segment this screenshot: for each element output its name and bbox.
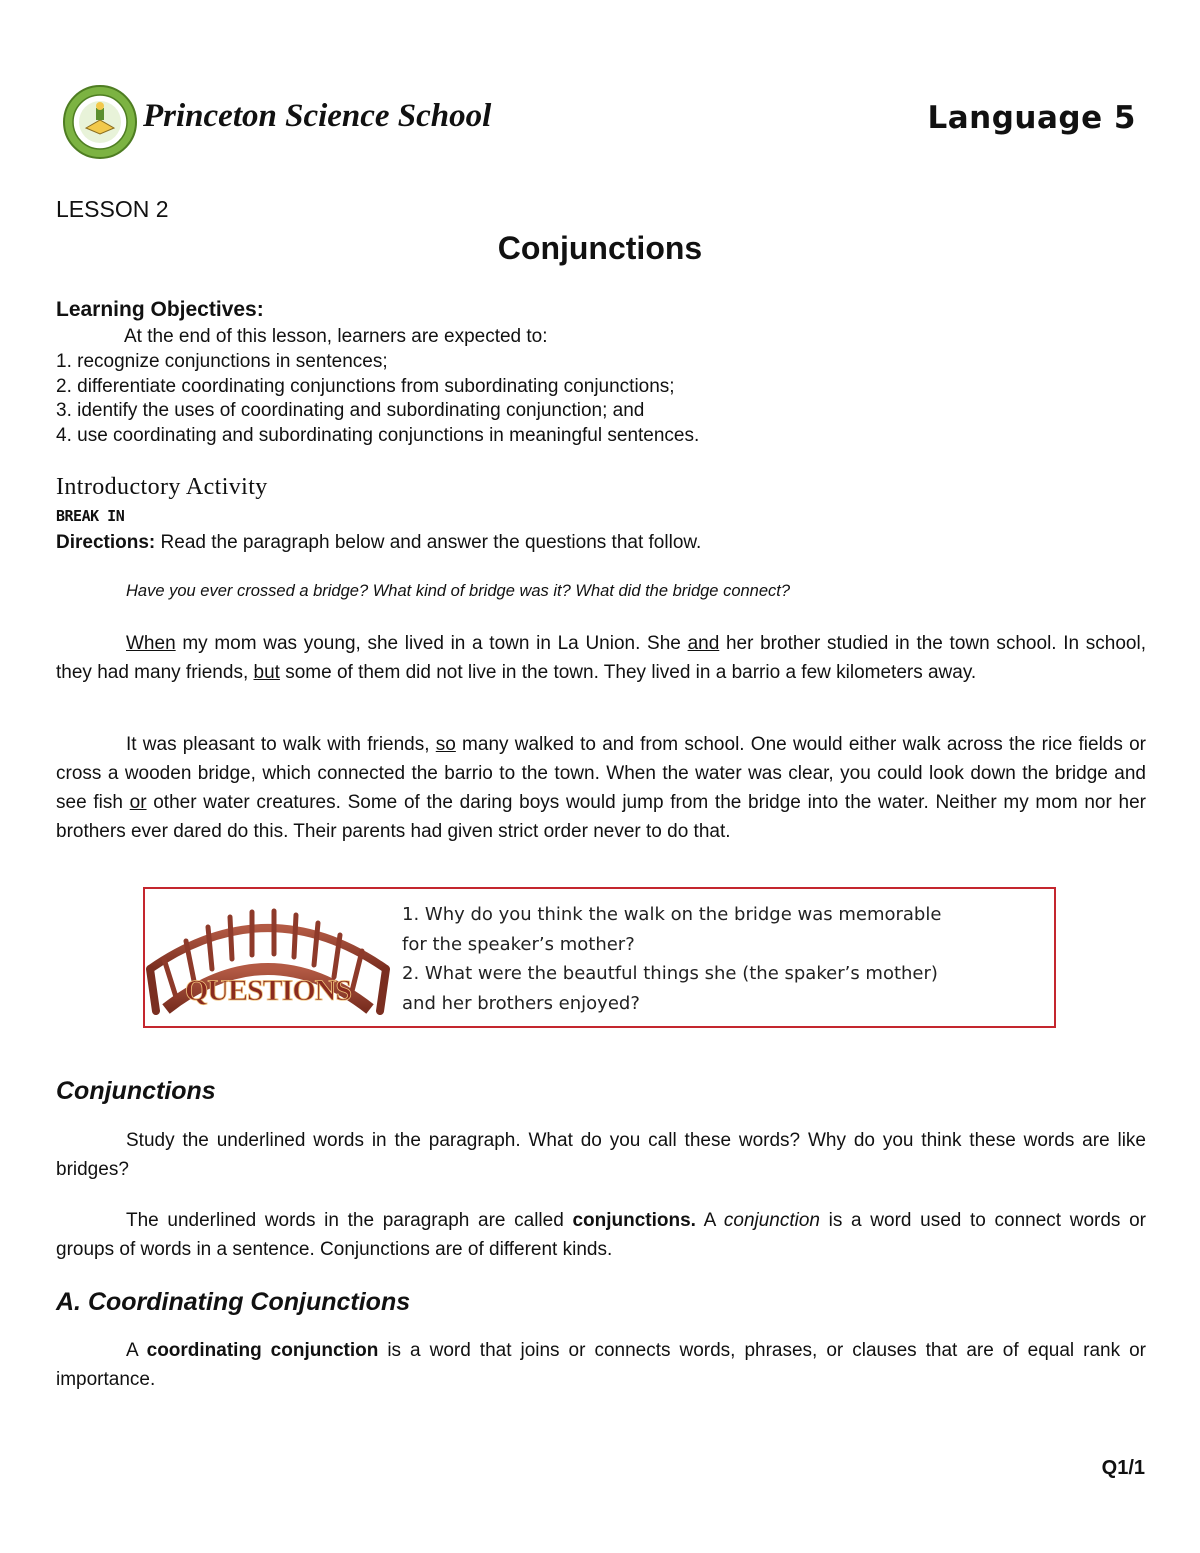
school-seal-icon	[62, 84, 138, 160]
list-item: 2. differentiate coordinating conjunctions from subordinating conjunctions;	[56, 375, 675, 397]
coordinating-paragraph	[56, 1336, 1146, 1394]
body-text: A	[126, 1340, 147, 1361]
conjunctions-heading: Conjunctions	[56, 1077, 216, 1105]
story-text: my mom was young, she lived in a town in La Union. She	[175, 633, 688, 654]
question-2-line-2: and her brothers enjoyed?	[402, 992, 640, 1014]
underlined-conjunction: or	[129, 792, 147, 813]
term-bold: conjunctions.	[572, 1210, 696, 1231]
underlined-conjunction: and	[687, 633, 720, 654]
conjunctions-paragraph-1	[56, 1126, 1146, 1184]
objectives-list	[56, 350, 699, 449]
question-2-line-1: 2. What were the beautful things she (the spaker’s mother)	[402, 963, 938, 984]
body-text: is a word that joins or connects words, phrases, or clauses that are of equal rank or importance.	[56, 1340, 1146, 1390]
question-1-line-2: for the speaker’s mother?	[402, 933, 635, 955]
story-text: some of them did not live in the town. They lived in a barrio a few kilometers away.	[279, 662, 977, 683]
body-text: The underlined words in the paragraph are called	[126, 1210, 573, 1231]
question-1-line-1: 1. Why do you think the walk on the bridge was memorable	[402, 904, 942, 925]
story-text: It was pleasant to walk with friends,	[126, 734, 436, 755]
objectives-intro: At the end of this lesson, learners are expected to:	[124, 326, 548, 347]
story-text: other water creatures. Some of the daring boys would jump from the bridge into the water. Neither my mom nor her brothers ever dared do this. Their parents had given strict order never to do that.	[56, 792, 1146, 842]
list-item: 1. recognize conjunctions in sentences;	[56, 351, 388, 372]
underlined-conjunction: When	[126, 633, 176, 654]
list-item: 3. identify the uses of coordinating and subordinating conjunction; and	[56, 400, 645, 422]
questions-banner: QUESTIONS	[184, 974, 352, 1007]
directions-label: Directions:	[56, 532, 156, 553]
directions-text: Read the paragraph below and answer the questions that follow.	[155, 532, 702, 553]
page-number: Q1/1	[1101, 1457, 1145, 1479]
body-text: Study the underlined words in the paragraph. What do you call these words? Why do you think these words are like bridges?	[56, 1130, 1146, 1180]
story-paragraph-1	[56, 629, 1146, 687]
directions	[56, 532, 701, 554]
underlined-conjunction: but	[253, 662, 280, 683]
page-title: Conjunctions	[497, 230, 703, 266]
term-italic: conjunction	[723, 1210, 820, 1231]
break-in-label: BREAK IN	[56, 507, 125, 525]
lesson-label: LESSON 2	[56, 196, 169, 222]
bridge-icon	[146, 893, 390, 1015]
body-text: is a word used to connect words or groups of words in a sentence. Conjunctions are of different kinds.	[56, 1210, 1146, 1260]
body-text: A	[695, 1210, 724, 1231]
questions-list	[402, 900, 941, 1018]
subject-label: Language 5	[927, 100, 1136, 136]
conjunctions-paragraph-2	[56, 1206, 1146, 1264]
story-text: many walked to and from school. One would either walk across the rice fields or cross a wooden bridge, which connected the barrio to the town. When the water was clear, you could look down the bridge and see fish	[56, 734, 1146, 813]
objectives-heading: Learning Objectives:	[56, 298, 264, 321]
term-bold: coordinating conjunction	[146, 1340, 379, 1361]
list-item: 4. use coordinating and subordinating conjunctions in meaningful sentences.	[56, 425, 700, 447]
school-name: Princeton Science School	[143, 98, 492, 134]
coordinating-heading: A. Coordinating Conjunctions	[56, 1288, 411, 1316]
story-paragraph-2	[56, 730, 1146, 846]
intro-activity-heading: Introductory Activity	[56, 474, 268, 500]
underlined-conjunction: so	[435, 734, 456, 755]
story-text: her brother studied in the town school. In school, they had many friends,	[56, 633, 1146, 683]
teaser-question: Have you ever crossed a bridge? What kind of bridge was it? What did the bridge connect?	[126, 582, 791, 600]
